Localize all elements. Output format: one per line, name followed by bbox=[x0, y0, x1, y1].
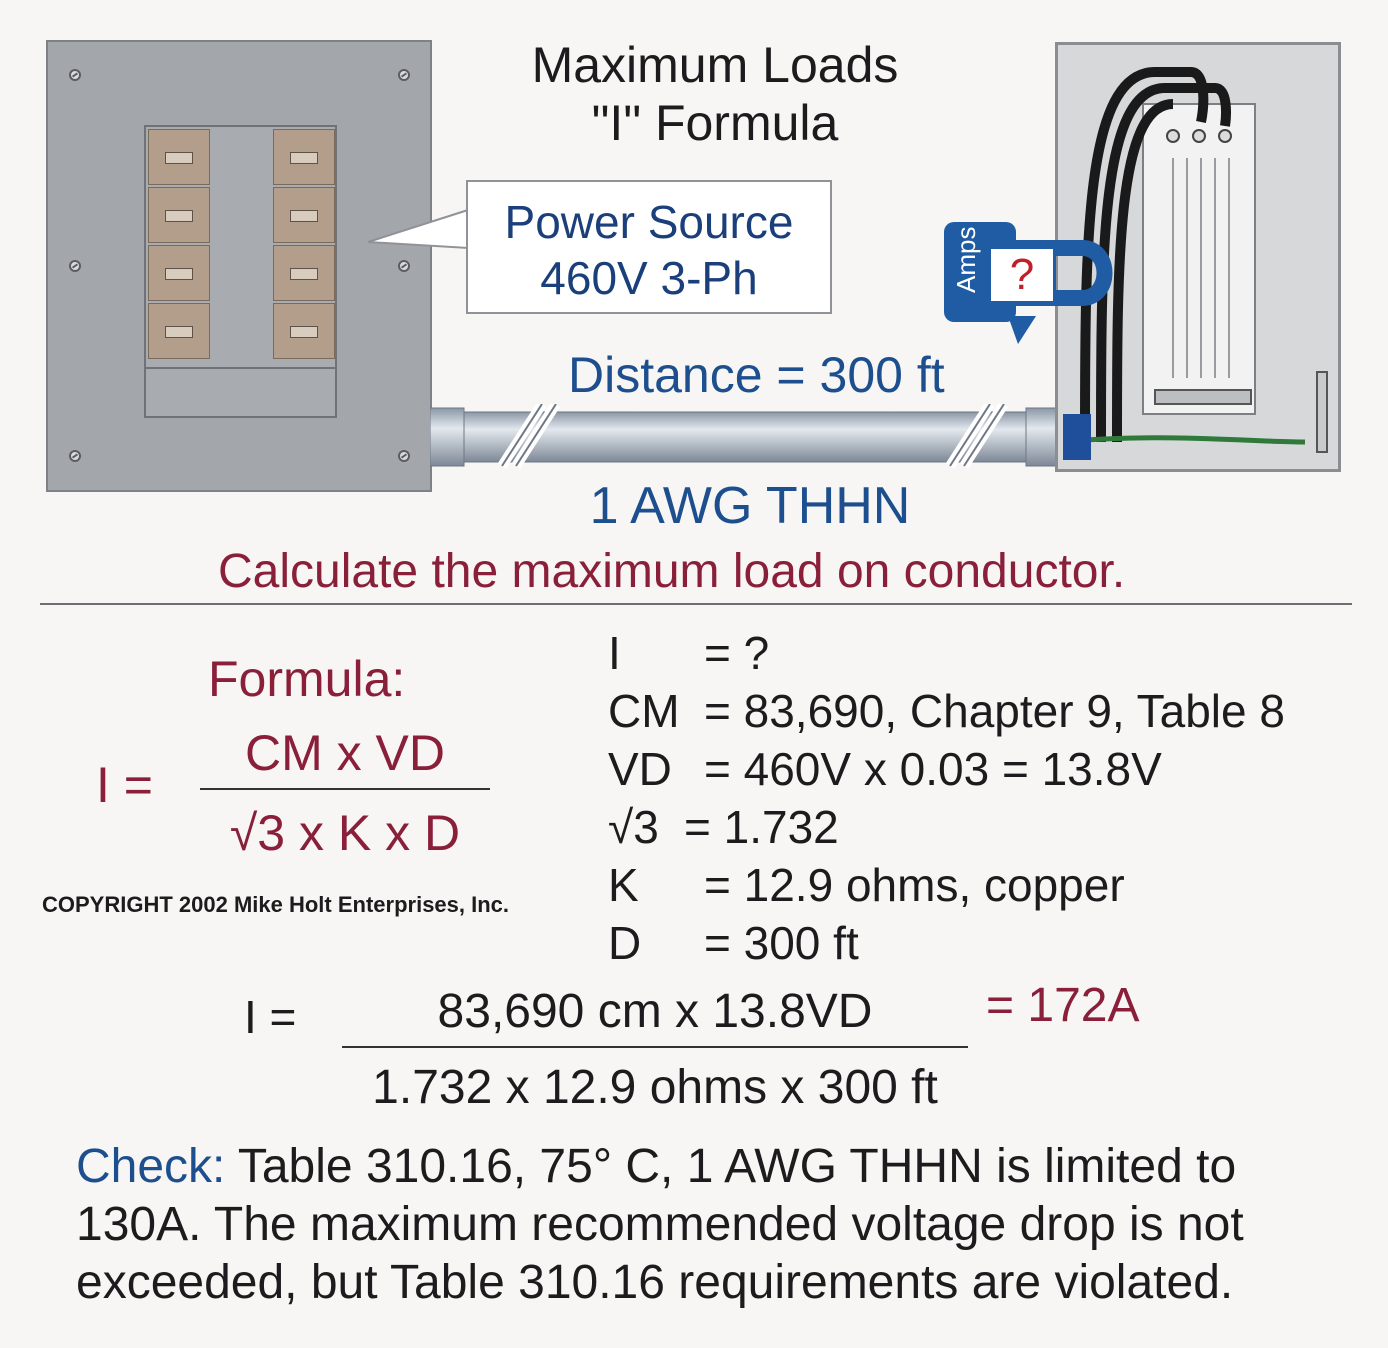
calc-numerator: 83,690 cm x 13.8VD bbox=[437, 985, 873, 1038]
screw-icon bbox=[398, 260, 410, 272]
copyright: COPYRIGHT 2002 Mike Holt Enterprises, Inc. bbox=[42, 892, 510, 917]
conductor-label: 1 AWG THHN bbox=[589, 477, 911, 535]
check-text-1: Table 310.16, 75° C, 1 AWG THHN is limited to bbox=[237, 1140, 1237, 1193]
calc-result: = 172A bbox=[986, 979, 1140, 1032]
breaker-icon bbox=[148, 303, 210, 359]
given-value: = 300 ft bbox=[704, 917, 859, 969]
screw-icon bbox=[69, 69, 81, 81]
title-line-1: Maximum Loads bbox=[531, 37, 899, 93]
given-value: = 12.9 ohms, copper bbox=[704, 859, 1125, 911]
formula-fraction-line bbox=[200, 788, 490, 790]
check-line-1 bbox=[76, 1138, 1366, 1196]
given-value: = 460V x 0.03 = 13.8V bbox=[704, 743, 1162, 795]
ammeter-pointer bbox=[1008, 316, 1038, 346]
given-value: = ? bbox=[704, 627, 770, 679]
conduit bbox=[430, 404, 1090, 474]
distance-label: Distance = 300 ft bbox=[568, 347, 945, 403]
given-symbol: I bbox=[608, 627, 621, 679]
formula-lhs: I = bbox=[96, 757, 153, 813]
power-source-callout bbox=[466, 180, 832, 314]
ammeter-label: Amps bbox=[951, 226, 981, 293]
calc-lhs: I = bbox=[244, 991, 297, 1043]
formula-numerator: CM x VD bbox=[245, 725, 445, 781]
formula-denominator: √3 x K x D bbox=[229, 805, 461, 861]
formula-heading: Formula: bbox=[208, 651, 406, 707]
breaker-icon bbox=[273, 129, 335, 185]
screw-icon bbox=[398, 450, 410, 462]
title-line-2: "I" Formula bbox=[591, 95, 839, 151]
ammeter-display bbox=[988, 246, 1056, 304]
given-symbol: CM bbox=[608, 685, 680, 737]
callout-pointer bbox=[360, 200, 472, 260]
given-symbol: D bbox=[608, 917, 642, 969]
panel-deadfront bbox=[144, 125, 337, 418]
given-symbol: √3 bbox=[608, 801, 659, 853]
check-label: Check: bbox=[76, 1140, 226, 1193]
given-value: = 1.732 bbox=[684, 801, 839, 853]
breaker-icon bbox=[148, 187, 210, 243]
given-symbol: K bbox=[608, 859, 639, 911]
callout-line-1: Power Source bbox=[504, 196, 794, 248]
check-line-2: 130A. The maximum recommended voltage drop is not bbox=[76, 1198, 1244, 1251]
screw-icon bbox=[398, 69, 410, 81]
breaker-icon bbox=[148, 245, 210, 301]
given-value: = 83,690, Chapter 9, Table 8 bbox=[704, 685, 1285, 737]
breaker-icon bbox=[273, 245, 335, 301]
divider bbox=[40, 603, 1352, 605]
calc-fraction-line bbox=[342, 1046, 968, 1048]
check-paragraph bbox=[76, 1138, 1366, 1312]
callout-line-2: 460V 3-Ph bbox=[540, 252, 758, 304]
calc-denominator: 1.732 x 12.9 ohms x 300 ft bbox=[372, 1061, 938, 1114]
problem-statement: Calculate the maximum load on conductor. bbox=[218, 545, 1126, 598]
screw-icon bbox=[69, 260, 81, 272]
breaker-icon bbox=[148, 129, 210, 185]
given-symbol: VD bbox=[608, 743, 672, 795]
breaker-icon bbox=[273, 187, 335, 243]
screw-icon bbox=[69, 450, 81, 462]
ammeter-value: ? bbox=[1009, 250, 1035, 299]
check-line-3: exceeded, but Table 310.16 requirements are violated. bbox=[76, 1256, 1234, 1309]
breaker-icon bbox=[273, 303, 335, 359]
